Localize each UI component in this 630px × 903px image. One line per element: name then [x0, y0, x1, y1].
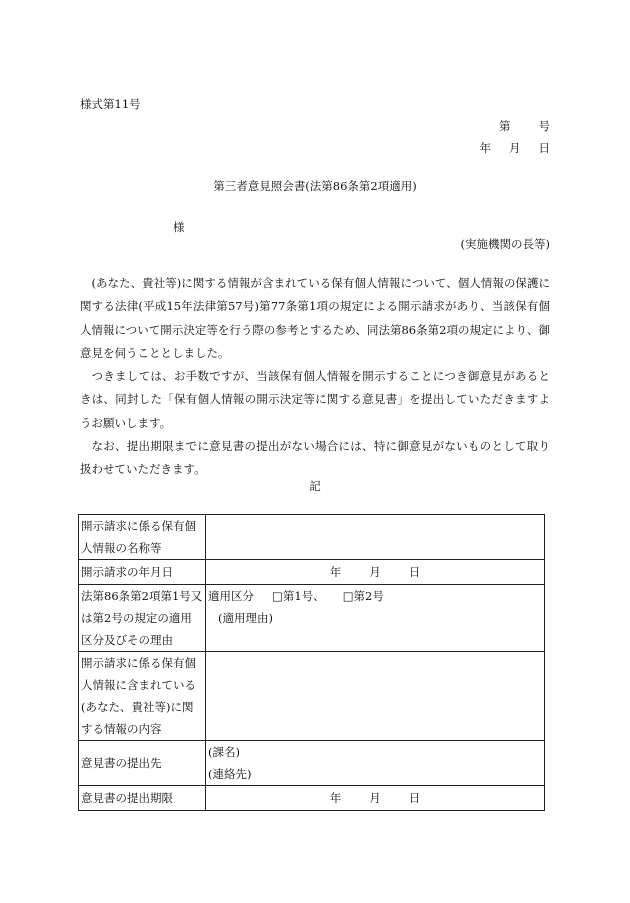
doc-date-month: 月 [509, 141, 521, 155]
row-label: 意見書の提出先 [79, 741, 206, 786]
table-row [79, 741, 545, 786]
date-day: 日 [408, 791, 421, 805]
row-value [206, 560, 545, 585]
document-title: 第三者意見照会書(法第86条第2項適用) [213, 179, 417, 193]
row-value [206, 585, 545, 652]
date-year: 年 [329, 791, 342, 805]
paragraph-1: (あなた、貴社等)に関する情報が含まれている保有個人情報について、個人情報の保護に関する法律(平成15年法律第57号)第77条第1項の規定による開示請求があり、当該保有個人情報について開示決定等を行う際の参考とするため、同法第86条第2項の規定により、御意見を伺うこととしました。 [80, 276, 550, 360]
row-value [206, 652, 545, 741]
date-month: 月 [369, 565, 381, 579]
table-row [79, 560, 545, 585]
table-row [79, 786, 545, 811]
document-number [499, 118, 550, 134]
doc-no-gou: 号 [538, 119, 550, 133]
form-number: 様式第11号 [80, 97, 141, 111]
row-value [206, 741, 545, 786]
paragraph-2: つきましては、お手数ですが、当該保有個人情報を開示することにつき御意見があるときは、同封した「保有個人情報の開示決定等に関する意見書」を提出していただきますようお願いします。 [80, 369, 550, 430]
kubun-label: 適用区分 [208, 589, 254, 603]
date-year: 年 [329, 565, 342, 579]
row-value [206, 515, 545, 560]
row-value [206, 786, 545, 811]
info-table [78, 514, 545, 811]
row-label: 開示請求に係る保有個人情報の名称等 [79, 515, 206, 560]
row-label: 開示請求の年月日 [79, 560, 206, 585]
ki-heading: 記 [309, 479, 321, 493]
contact-line: (連絡先) [208, 767, 252, 781]
option-2: □第2号 [342, 589, 384, 603]
reason-label: (適用理由) [218, 611, 273, 625]
date-day: 日 [408, 565, 421, 579]
doc-date-year: 年 [479, 141, 491, 155]
sender: (実施機関の長等) [460, 237, 550, 251]
option-1: □第1号、 [272, 589, 325, 603]
dept-line: (課名) [208, 745, 240, 759]
row-label: 開示請求に係る保有個人情報に含まれている(あなた、貴社等)に関する情報の内容 [79, 652, 206, 741]
row-label: 法第86条第2項第1号又は第2号の規定の適用区分及びその理由 [79, 585, 206, 652]
body-text [80, 272, 550, 482]
table-row [79, 652, 545, 741]
table-row [79, 515, 545, 560]
date-month: 月 [369, 791, 381, 805]
doc-date-day: 日 [538, 141, 550, 155]
addressee: 様 [173, 220, 185, 234]
paragraph-3: なお、提出期限までに意見書の提出がない場合には、特に御意見がないものとして取り扱わせていただきます。 [80, 439, 550, 477]
document-date [480, 140, 551, 156]
row-label: 意見書の提出期限 [79, 786, 206, 811]
table-row [79, 585, 545, 652]
doc-no-dai: 第 [499, 119, 511, 133]
